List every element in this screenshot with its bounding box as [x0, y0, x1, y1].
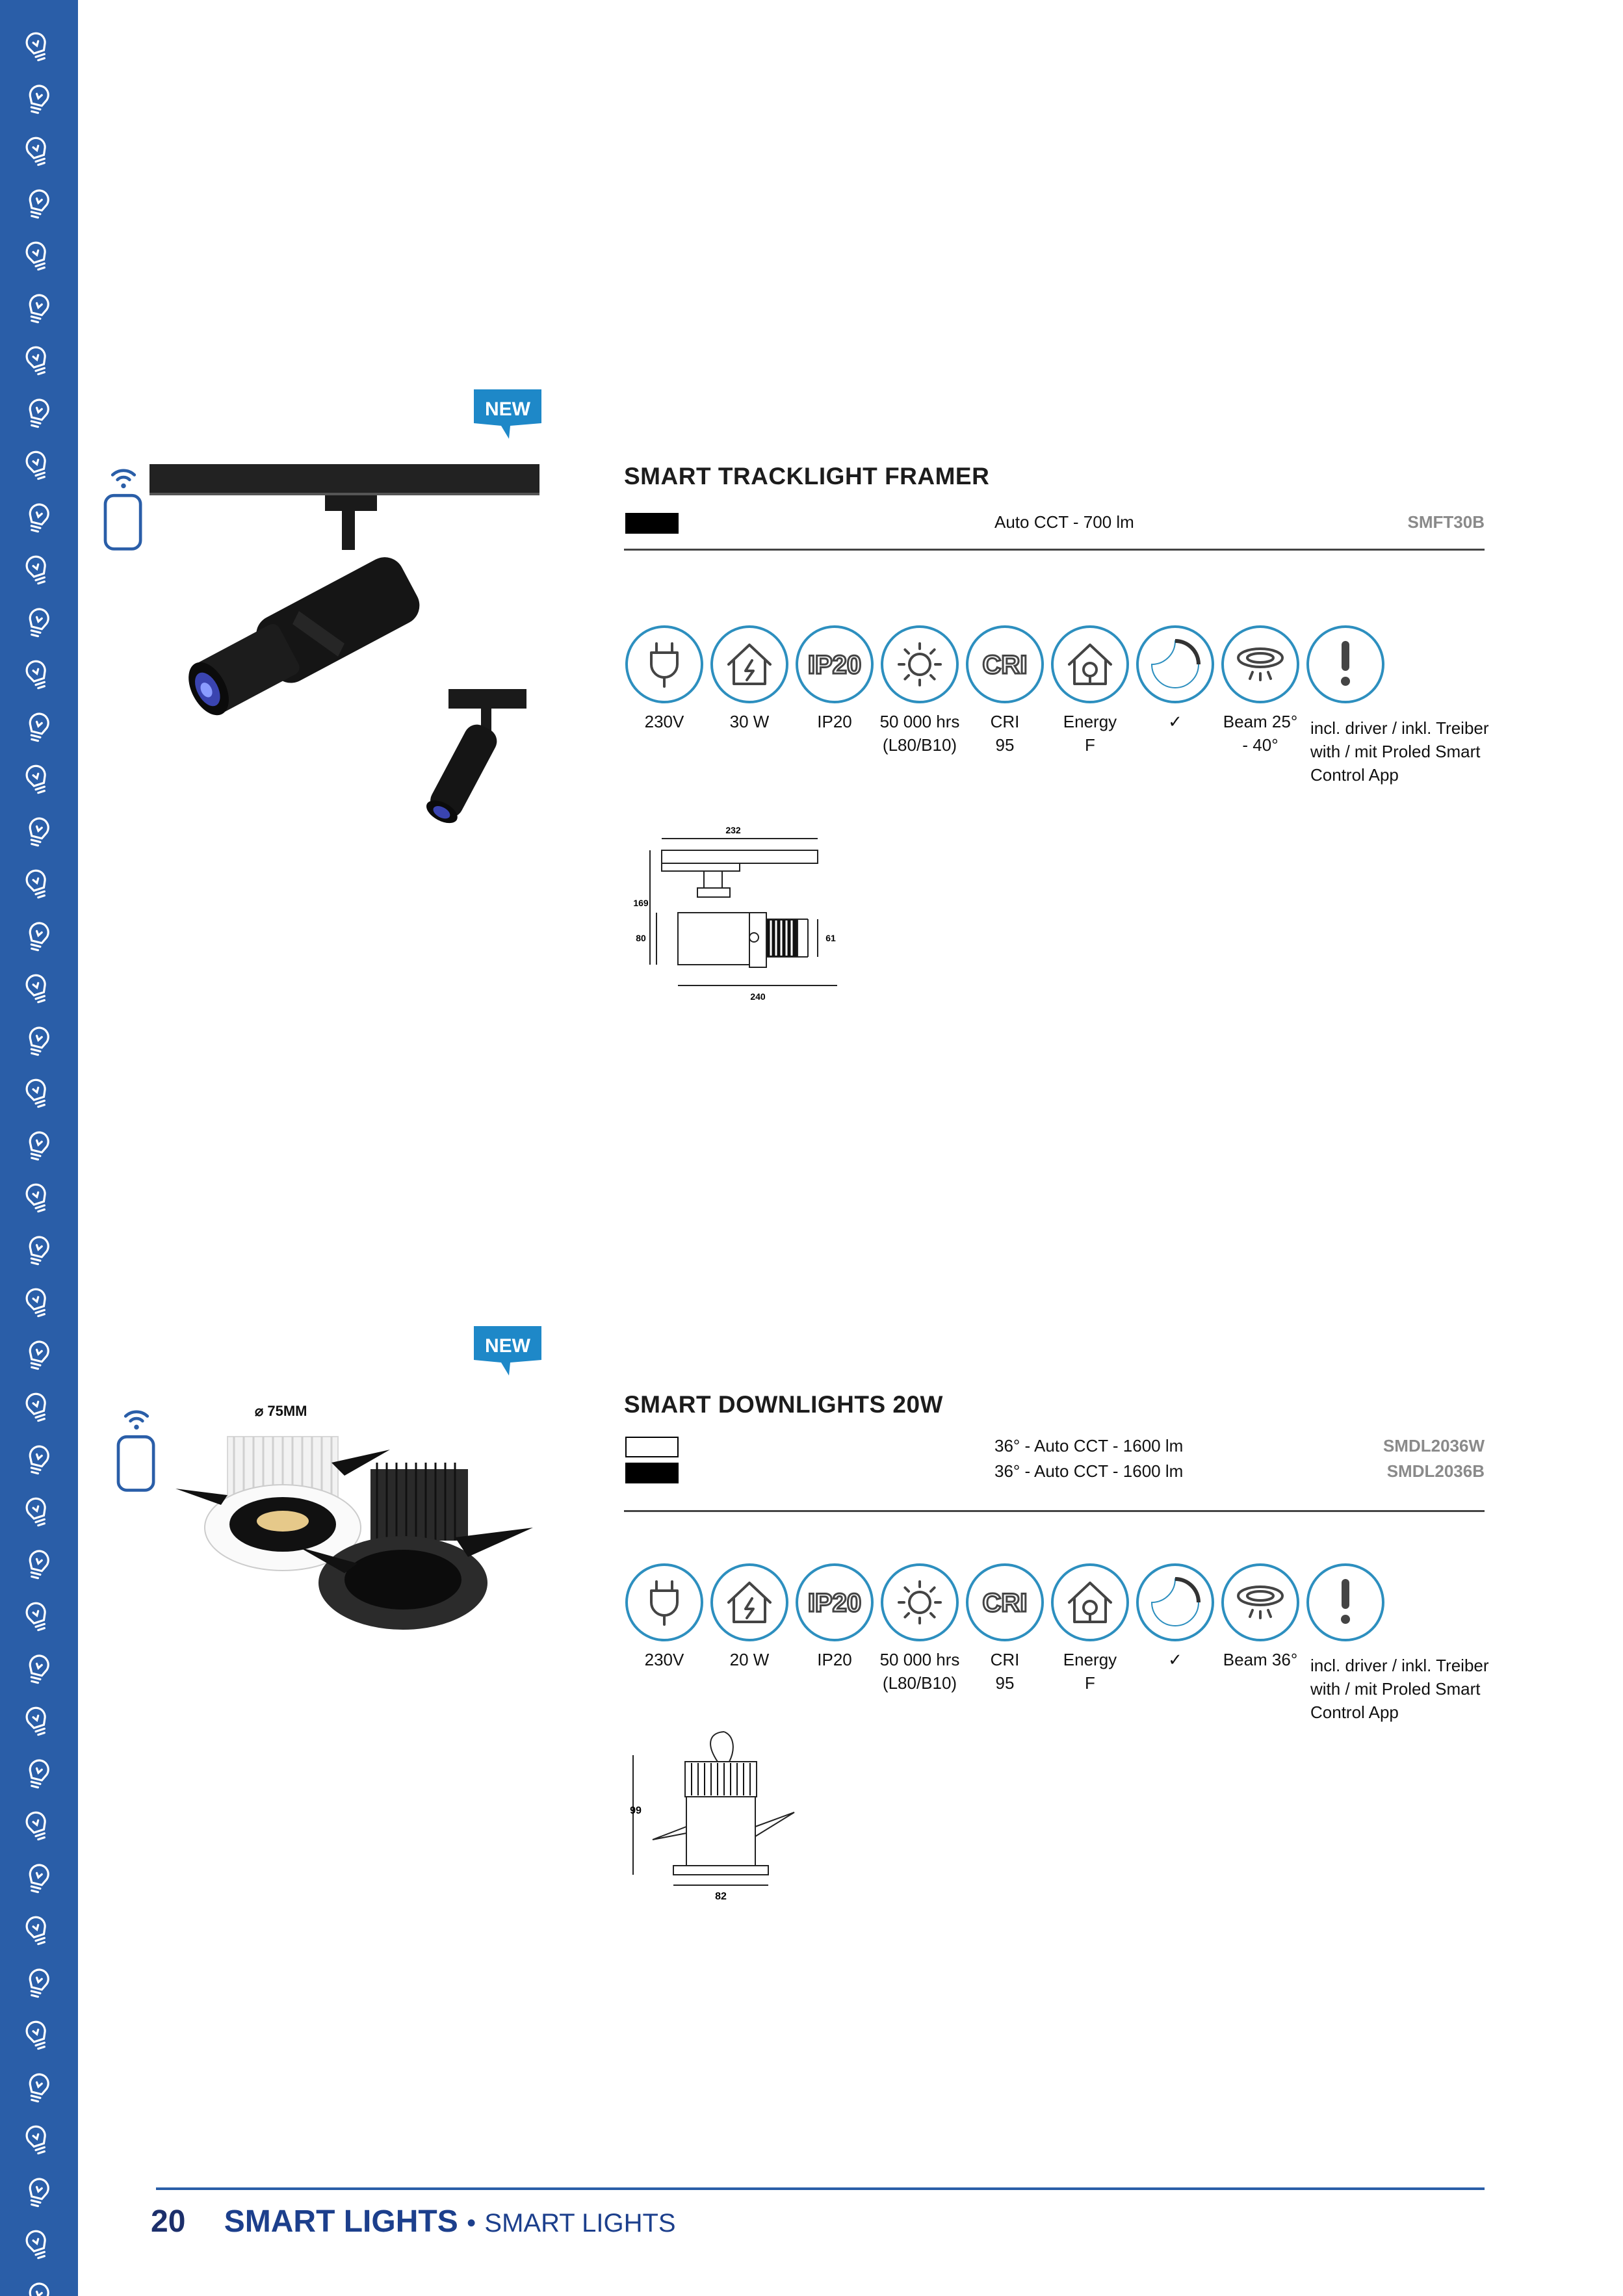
note-line: incl. driver / inkl. Treiber	[1310, 718, 1489, 738]
variant-description: Auto CCT - 700 lm	[994, 512, 1134, 532]
product-code: SMFT30B	[1407, 512, 1485, 532]
bulb-icon	[18, 238, 57, 277]
spec-value	[1214, 710, 1307, 757]
spec-value	[873, 710, 967, 757]
page-number: 20	[151, 2204, 186, 2239]
spec-line: F	[1085, 735, 1095, 755]
smart-remote-icon	[110, 1403, 162, 1494]
bulb-icon	[18, 1023, 57, 1062]
bulb-icon	[18, 1598, 57, 1637]
bulb-icon	[18, 2122, 57, 2161]
spec-line: 95	[995, 1673, 1015, 1693]
cutout-label	[255, 1403, 307, 1420]
spec-value	[788, 710, 881, 733]
spec-value	[1128, 1648, 1222, 1671]
house-energy-icon	[1050, 1562, 1130, 1643]
cri-icon	[965, 1562, 1045, 1643]
sun-hours-icon	[879, 624, 960, 705]
bulb-icon	[18, 29, 57, 68]
ip20-icon	[794, 624, 875, 705]
bulb-icon	[18, 1860, 57, 1899]
spec-icon-row	[624, 624, 1397, 705]
house-power-icon	[709, 624, 790, 705]
driver-note	[1310, 716, 1499, 787]
bulb-icon	[18, 1442, 57, 1481]
spec-value	[617, 710, 711, 733]
spec-value	[958, 1648, 1052, 1695]
bulb-icon	[18, 447, 57, 486]
spec-line: Energy	[1063, 1650, 1117, 1669]
spec-line: Beam 36°	[1223, 1650, 1298, 1669]
variant-description: 36° - Auto CCT - 1600 lm	[994, 1436, 1184, 1455]
new-badge-label: NEW	[485, 398, 530, 420]
bulb-icon	[18, 2017, 57, 2056]
spec-line: - 40°	[1242, 735, 1279, 755]
color-swatch-black	[625, 513, 679, 534]
bulb-icon	[18, 709, 57, 748]
house-power-icon	[709, 1562, 790, 1643]
spec-line: IP20	[817, 712, 852, 731]
spec-line: CRI	[990, 1650, 1020, 1669]
downlight-product-image	[169, 1424, 546, 1664]
plug-icon	[624, 624, 705, 705]
dimmable-icon	[1135, 624, 1215, 705]
bulb-icon	[18, 814, 57, 853]
product-code: SMDL2036W	[1383, 1436, 1485, 1455]
warning-icon	[1305, 624, 1386, 705]
driver-note	[1310, 1654, 1499, 1724]
spec-line: 20 W	[729, 1650, 770, 1669]
new-badge-label: NEW	[485, 1335, 530, 1357]
warning-icon	[1305, 1562, 1386, 1643]
spec-line: 95	[995, 735, 1015, 755]
note-line: incl. driver / inkl. Treiber	[1310, 1656, 1489, 1675]
spec-line: 230V	[644, 1650, 684, 1669]
beam-icon	[1220, 624, 1301, 705]
footer-subsection: SMART LIGHTS	[484, 2209, 676, 2237]
spec-line: (L80/B10)	[882, 1673, 957, 1693]
bulb-icon	[18, 1180, 57, 1219]
spec-icon-row	[624, 1562, 1397, 1643]
footer-section-title: SMART LIGHTS	[224, 2204, 458, 2239]
bulb-icon	[18, 133, 57, 172]
bulb-icon	[18, 761, 57, 800]
cutout-value: 75MM	[267, 1403, 307, 1419]
bulb-icon	[18, 919, 57, 958]
tracklight-dimension-drawing	[629, 822, 876, 1010]
sun-hours-icon	[879, 1562, 960, 1643]
ip20-label: IP20	[807, 1589, 862, 1617]
spec-line: CRI	[990, 712, 1020, 731]
bulb-icon	[18, 657, 57, 696]
spec-value	[788, 1648, 881, 1671]
dim-top: 232	[725, 825, 741, 835]
bulb-icon	[18, 2174, 57, 2213]
tracklight-product-image	[149, 462, 565, 832]
bulb-icon	[18, 343, 57, 382]
house-energy-icon	[1050, 624, 1130, 705]
beam-icon	[1220, 1562, 1301, 1643]
bulb-icon	[18, 186, 57, 225]
bulb-icon	[18, 2279, 57, 2296]
spec-value	[1214, 1648, 1307, 1671]
spec-line: (L80/B10)	[882, 735, 957, 755]
spec-line: 50 000 hrs	[879, 1650, 960, 1669]
dimmable-icon	[1135, 1562, 1215, 1643]
dim-right: 61	[825, 933, 836, 943]
spec-line: 230V	[644, 712, 684, 731]
bulb-icon	[18, 971, 57, 1010]
bulb-icon	[18, 605, 57, 644]
bulb-icon	[18, 1651, 57, 1690]
note-line: Control App	[1310, 1702, 1399, 1722]
spec-line: ✓	[1168, 712, 1182, 731]
spec-line: Energy	[1063, 712, 1117, 731]
bulb-icon	[18, 1128, 57, 1167]
sidebar-bulb-pattern	[0, 0, 78, 2296]
spec-line: Beam 25°	[1223, 712, 1298, 731]
dim-left: 80	[636, 933, 646, 943]
spec-value	[617, 1648, 711, 1671]
spec-line: 50 000 hrs	[879, 712, 960, 731]
spec-value	[873, 1648, 967, 1695]
bulb-icon	[18, 1389, 57, 1428]
bulb-icon	[18, 1912, 57, 1951]
spec-value	[1128, 710, 1222, 733]
footer-divider	[156, 2187, 1485, 2190]
bulb-icon	[18, 291, 57, 330]
bulb-icon	[18, 2226, 57, 2265]
bulb-icon	[18, 1546, 57, 1585]
product-title: SMART DOWNLIGHTS 20W	[624, 1391, 943, 1418]
cri-icon	[965, 624, 1045, 705]
cri-label: CRI	[982, 1589, 1028, 1617]
bulb-icon	[18, 81, 57, 120]
ip20-label: IP20	[807, 651, 862, 679]
dim-bottom: 240	[750, 991, 766, 1002]
cri-label: CRI	[982, 651, 1028, 679]
spec-value	[958, 710, 1052, 757]
bulb-icon	[18, 1965, 57, 2004]
spec-value	[703, 1648, 796, 1671]
spec-line: ✓	[1168, 1650, 1182, 1669]
new-badge	[471, 1324, 544, 1378]
product-title: SMART TRACKLIGHT FRAMER	[624, 463, 990, 489]
section-divider	[624, 1510, 1485, 1512]
ip20-icon	[794, 1562, 875, 1643]
spec-line: IP20	[817, 1650, 852, 1669]
bulb-icon	[18, 1494, 57, 1533]
dim-height: 99	[630, 1805, 642, 1816]
spec-line: F	[1085, 1673, 1095, 1693]
color-swatch-white	[625, 1437, 679, 1457]
dim-height: 169	[633, 898, 649, 908]
bulb-icon	[18, 866, 57, 905]
variant-description: 36° - Auto CCT - 1600 lm	[994, 1461, 1184, 1481]
bulb-icon	[18, 395, 57, 434]
smart-remote-icon	[97, 462, 149, 553]
note-line: with / mit Proled Smart	[1310, 1679, 1481, 1699]
bulb-icon	[18, 1703, 57, 1742]
section-divider	[624, 549, 1485, 551]
spec-value	[1043, 1648, 1137, 1695]
bulb-icon	[18, 1808, 57, 1847]
spec-line: 30 W	[729, 712, 770, 731]
bulb-icon	[18, 500, 57, 539]
plug-icon	[624, 1562, 705, 1643]
product-code: SMDL2036B	[1386, 1461, 1485, 1481]
diameter-icon: ⌀	[255, 1403, 268, 1419]
bulb-icon	[18, 1233, 57, 1272]
bulb-icon	[18, 1075, 57, 1114]
bulb-icon	[18, 1285, 57, 1324]
color-swatch-black	[625, 1463, 679, 1483]
bulb-icon	[18, 1756, 57, 1795]
page-footer	[151, 2204, 676, 2239]
bulb-icon	[18, 1337, 57, 1376]
bulb-icon	[18, 2070, 57, 2109]
note-line: Control App	[1310, 765, 1399, 785]
note-line: with / mit Proled Smart	[1310, 742, 1481, 761]
new-badge	[471, 387, 544, 441]
bulb-icon	[18, 552, 57, 591]
dim-bottom: 82	[715, 1891, 727, 1902]
downlight-dimension-drawing	[627, 1729, 822, 1911]
spec-value	[1043, 710, 1137, 757]
footer-bullet: •	[467, 2209, 476, 2237]
spec-value	[703, 710, 796, 733]
